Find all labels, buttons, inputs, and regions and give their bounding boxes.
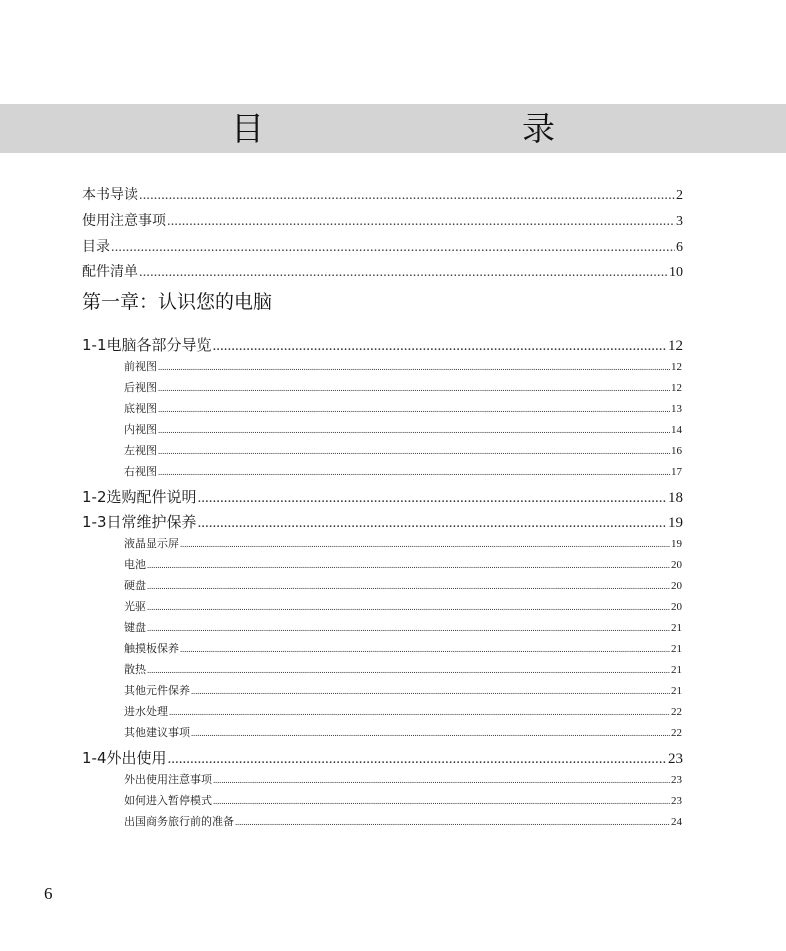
subentry-label: 进水处理	[124, 705, 168, 718]
subentry-page: 23	[671, 774, 682, 786]
toc-subentry[interactable]	[124, 463, 682, 479]
toc-entry-label: 配件清单	[82, 264, 138, 280]
leader-dots	[180, 539, 670, 549]
toc-subentry[interactable]	[124, 577, 682, 593]
subentry-page: 24	[671, 816, 682, 828]
subentry-label: 右视图	[124, 465, 157, 478]
leader-dots	[180, 644, 670, 654]
subentry-page: 22	[671, 727, 682, 739]
section-page: 19	[668, 515, 683, 531]
leader-dots	[139, 188, 675, 204]
toc-entry[interactable]	[82, 236, 683, 256]
subentry-label: 光驱	[124, 600, 146, 613]
subentry-label: 前视图	[124, 360, 157, 373]
leader-dots	[147, 623, 670, 633]
section-number: 1-2	[82, 488, 107, 506]
toc-entry-page: 10	[669, 265, 683, 280]
subentry-label: 后视图	[124, 381, 157, 394]
toc-subentry[interactable]	[124, 619, 682, 635]
leader-dots	[139, 265, 668, 281]
subentry-label: 其他元件保养	[124, 684, 190, 697]
subentry-page: 13	[671, 403, 682, 415]
subentry-page: 12	[671, 382, 682, 394]
leader-dots	[158, 467, 670, 477]
toc-entry-label: 使用注意事项	[82, 213, 166, 229]
toc-entry[interactable]	[82, 261, 683, 281]
subentry-page: 14	[671, 424, 682, 436]
toc-subentry[interactable]	[124, 535, 682, 551]
toc-entry-label: 本书导读	[82, 187, 138, 203]
toc-subentry[interactable]	[124, 598, 682, 614]
toc-entry-page: 6	[676, 240, 683, 255]
toc-subentry[interactable]	[124, 400, 682, 416]
subentry-page: 17	[671, 466, 682, 478]
leader-dots	[158, 425, 670, 435]
leader-dots	[147, 581, 670, 591]
chapter-heading: 第一章：认识您的电脑	[82, 291, 273, 313]
leader-dots	[169, 707, 670, 717]
toc-section[interactable]	[82, 747, 683, 768]
toc-section[interactable]	[82, 334, 683, 355]
toc-entry-page: 2	[676, 188, 683, 203]
toc-subentry[interactable]	[124, 640, 682, 656]
toc-subentry[interactable]	[124, 661, 682, 677]
toc-subentry[interactable]	[124, 682, 682, 698]
section-label: 选购配件说明	[106, 488, 197, 506]
section-number: 1-4	[82, 749, 107, 767]
subentry-label: 左视图	[124, 444, 157, 457]
subentry-page: 21	[671, 622, 682, 634]
leader-dots	[213, 775, 670, 785]
toc-entry[interactable]	[82, 210, 683, 230]
leader-dots	[213, 796, 670, 806]
section-label: 电脑各部分导览	[106, 336, 212, 354]
subentry-label: 键盘	[124, 621, 146, 634]
subentry-label: 底视图	[124, 402, 157, 415]
toc-subentry[interactable]	[124, 556, 682, 572]
section-label: 外出使用	[106, 749, 167, 767]
toc-subentry[interactable]	[124, 442, 682, 458]
leader-dots	[158, 362, 670, 372]
leader-dots	[158, 446, 670, 456]
section-label: 日常维护保养	[106, 513, 197, 531]
section-page: 23	[668, 751, 683, 767]
leader-dots	[147, 665, 670, 675]
toc-subentry[interactable]	[124, 358, 682, 374]
title-band	[0, 104, 786, 153]
subentry-label: 出国商务旅行前的准备	[124, 815, 234, 828]
toc-section[interactable]	[82, 511, 683, 532]
leader-dots	[167, 214, 675, 230]
subentry-page: 22	[671, 706, 682, 718]
leader-dots	[198, 490, 667, 507]
subentry-label: 电池	[124, 558, 146, 571]
subentry-page: 23	[671, 795, 682, 807]
page-title: 目 录	[231, 109, 619, 148]
toc-subentry[interactable]	[124, 724, 682, 740]
toc-subentry[interactable]	[124, 792, 682, 808]
subentry-label: 触摸板保养	[124, 642, 179, 655]
leader-dots	[168, 751, 667, 768]
section-page: 12	[668, 338, 683, 354]
subentry-page: 21	[671, 664, 682, 676]
subentry-page: 12	[671, 361, 682, 373]
subentry-page: 19	[671, 538, 682, 550]
subentry-label: 硬盘	[124, 579, 146, 592]
leader-dots	[111, 240, 675, 256]
leader-dots	[198, 515, 667, 532]
toc-entry[interactable]	[82, 184, 683, 204]
section-number: 1-1	[82, 336, 107, 354]
subentry-page: 20	[671, 580, 682, 592]
toc-entry-label: 目录	[82, 239, 110, 255]
leader-dots	[147, 602, 670, 612]
subentry-page: 21	[671, 643, 682, 655]
subentry-label: 散热	[124, 663, 146, 676]
subentry-page: 21	[671, 685, 682, 697]
toc-subentry[interactable]	[124, 813, 682, 829]
toc-section[interactable]	[82, 486, 683, 507]
leader-dots	[235, 817, 670, 827]
page-number: 6	[44, 884, 53, 903]
subentry-label: 外出使用注意事项	[124, 773, 212, 786]
toc-entry-page: 3	[676, 214, 683, 229]
leader-dots	[147, 560, 670, 570]
leader-dots	[191, 686, 670, 696]
toc-subentry[interactable]	[124, 379, 682, 395]
subentry-label: 如何进入暂停模式	[124, 794, 212, 807]
section-page: 18	[668, 490, 683, 506]
subentry-label: 其他建议事项	[124, 726, 190, 739]
subentry-label: 液晶显示屏	[124, 537, 179, 550]
subentry-label: 内视图	[124, 423, 157, 436]
subentry-page: 20	[671, 559, 682, 571]
subentry-page: 20	[671, 601, 682, 613]
toc-subentry[interactable]	[124, 703, 682, 719]
leader-dots	[158, 404, 670, 414]
toc-subentry[interactable]	[124, 771, 682, 787]
section-number: 1-3	[82, 513, 107, 531]
leader-dots	[213, 338, 667, 355]
leader-dots	[191, 728, 670, 738]
subentry-page: 16	[671, 445, 682, 457]
toc-subentry[interactable]	[124, 421, 682, 437]
leader-dots	[158, 383, 670, 393]
